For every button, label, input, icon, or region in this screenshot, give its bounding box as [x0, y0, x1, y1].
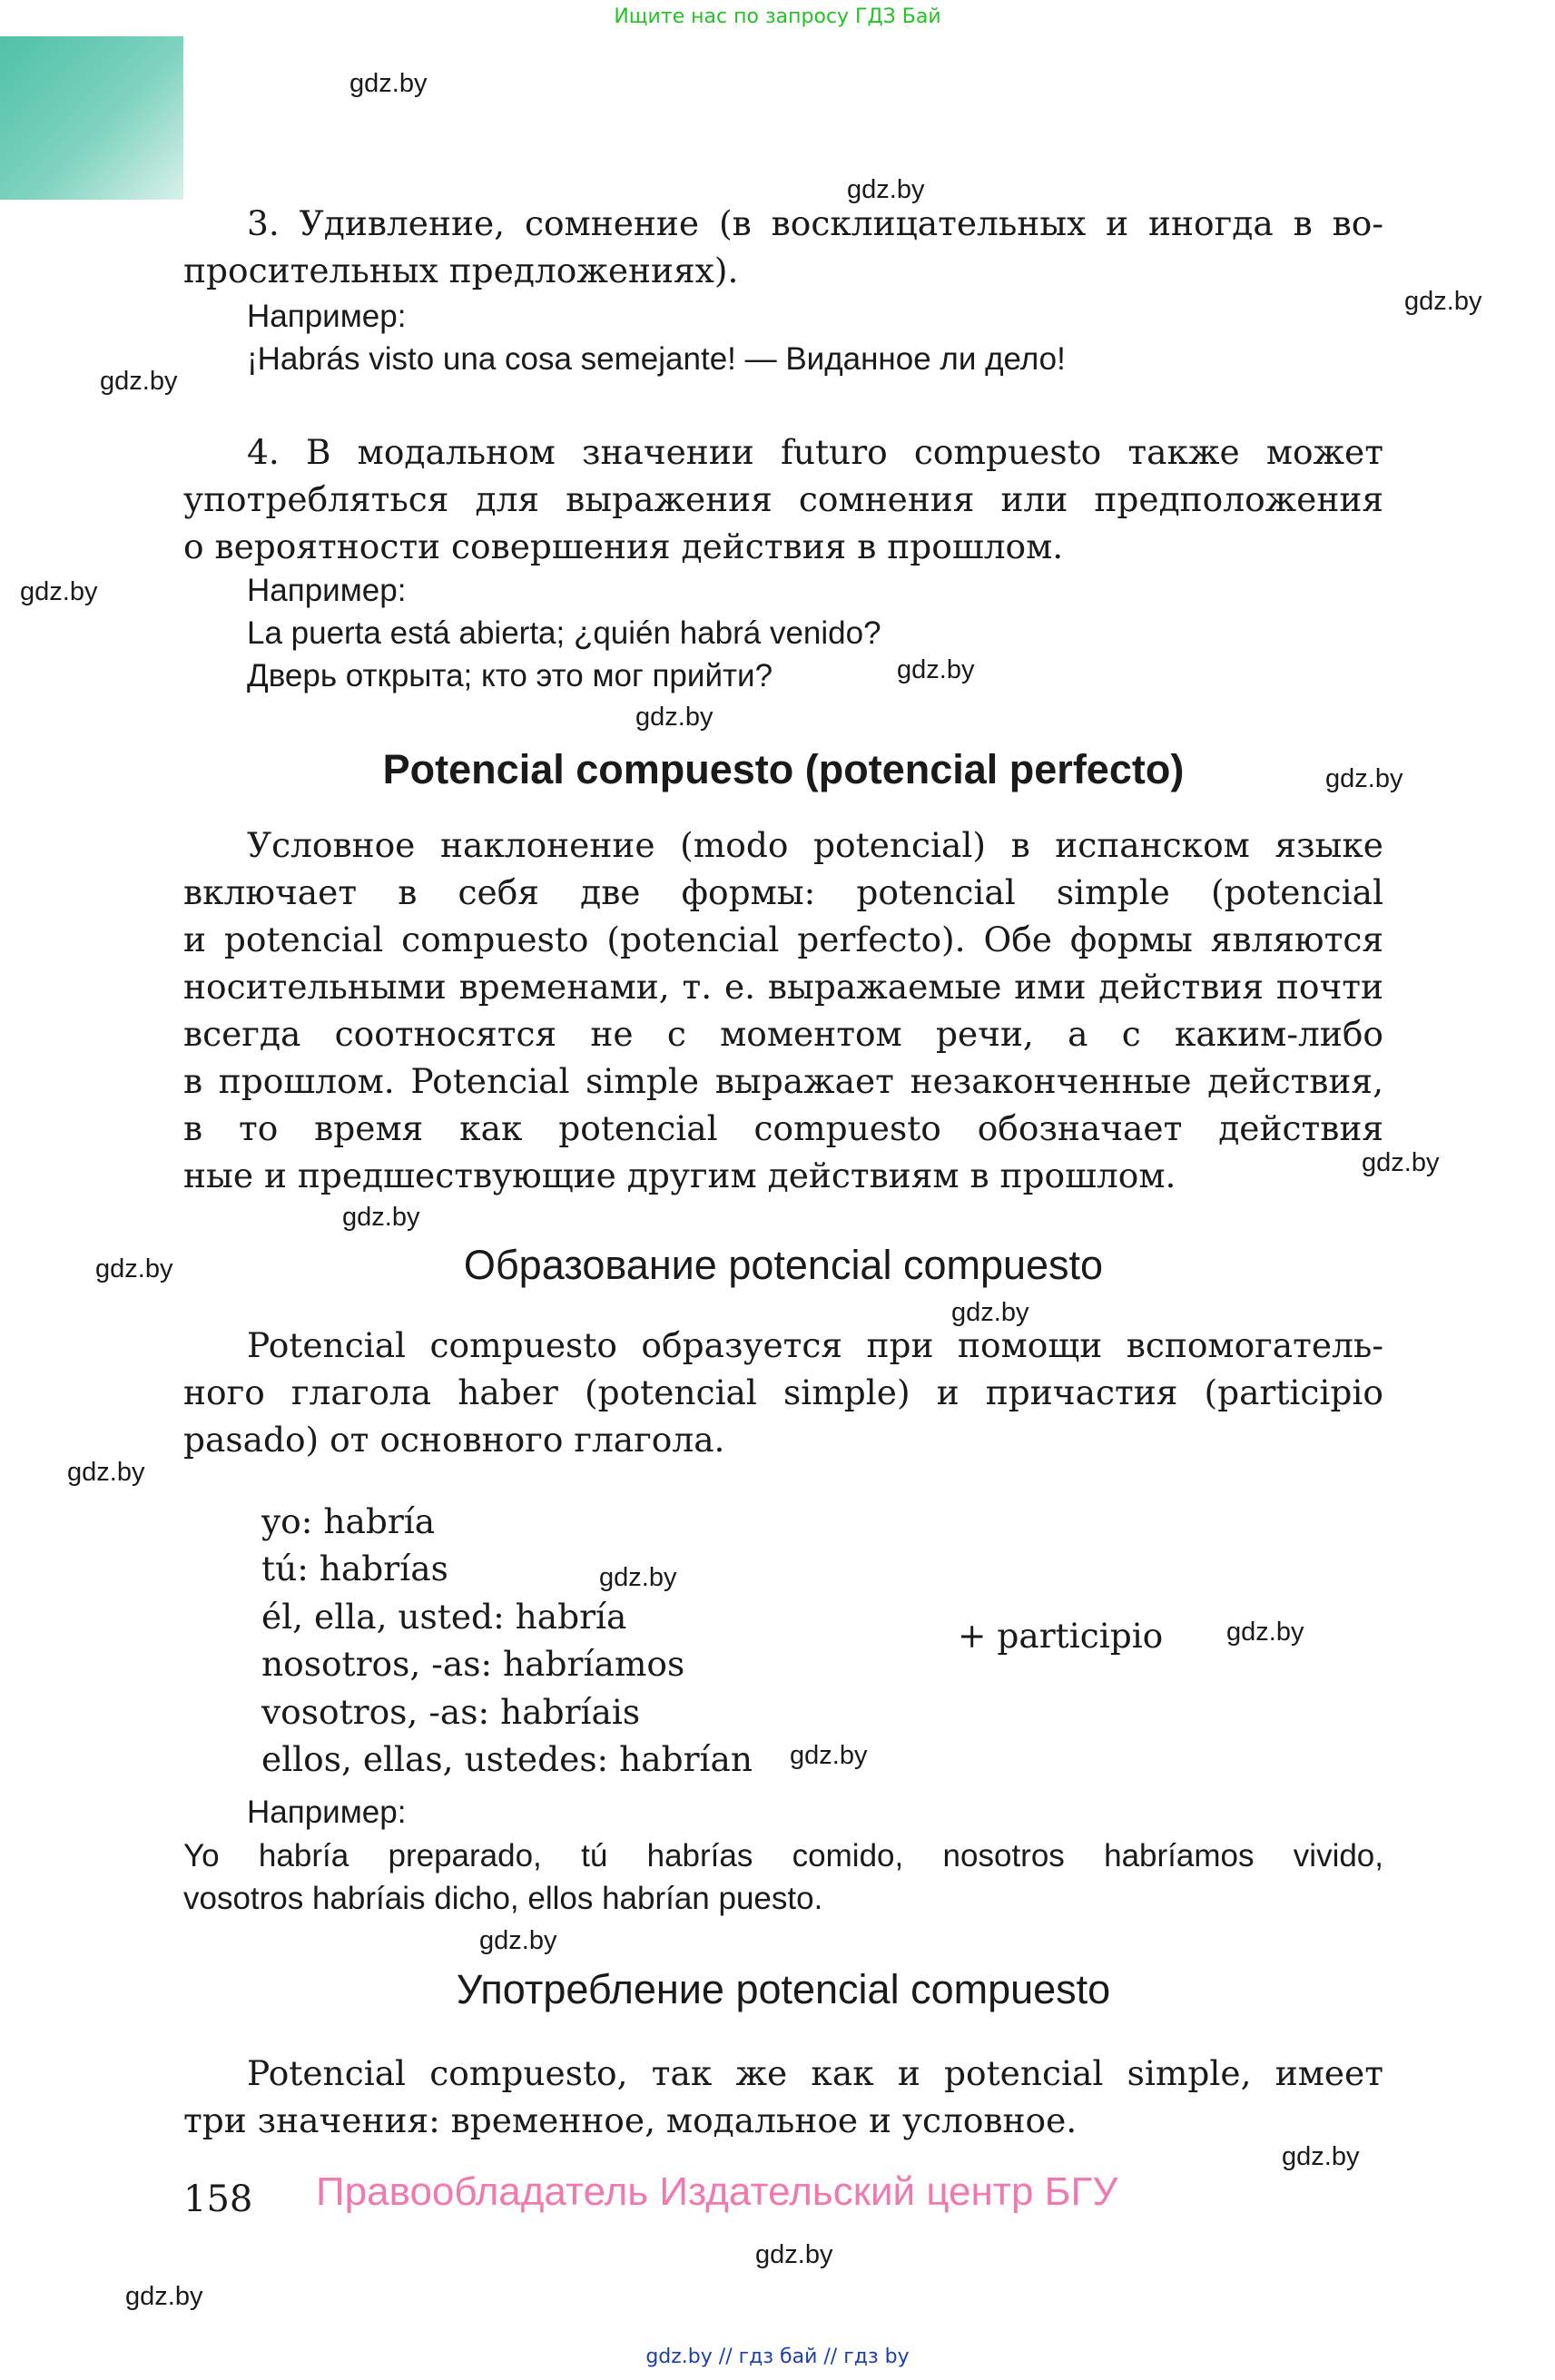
footer-links[interactable]: gdz.by // гдз бай // гдз by [645, 2346, 910, 2368]
watermark: gdz.by [20, 577, 98, 606]
section-title: Potencial compuesto (potencial perfecto) [382, 746, 1185, 792]
intro-line: и potencial compuesto (potencial perfecto). Обе формы являются [183, 920, 1383, 959]
conjugation-row: tú: habrías [261, 1549, 448, 1588]
copyright-notice: Правообладатель Издательский центр БГУ [316, 2169, 1118, 2214]
watermark: gdz.by [897, 655, 975, 684]
watermark: gdz.by [1282, 2142, 1360, 2171]
intro-line: всегда соотносятся не с моментом речи, а с каким-либо [183, 1014, 1383, 1054]
watermark: gdz.by [349, 69, 428, 98]
formation-line: ного глагола haber (potencial simple) и причастия (participio [183, 1372, 1383, 1412]
usage-line: три значения: временное, модальное и условное. [183, 2100, 1078, 2140]
point3-line: 3. Удивление, сомнение (в восклицательных и иногда в во- [247, 203, 1383, 243]
watermark: gdz.by [479, 1926, 557, 1955]
intro-line: в то время как potencial compuesto обозначает действия [183, 1108, 1383, 1148]
watermark: gdz.by [342, 1203, 420, 1232]
watermark: gdz.by [1226, 1618, 1304, 1647]
watermark: gdz.by [125, 2282, 203, 2311]
point4-line: 4. В модальном значении futuro compuesto также может [247, 432, 1383, 472]
watermark: gdz.by [67, 1458, 145, 1487]
example-label: Например: [247, 299, 407, 334]
intro-line: носительными временами, т. е. выражаемые ими действия почти [183, 967, 1383, 1007]
usage-line: Potencial compuesto, так же как и potencial simple, имеет [247, 2053, 1383, 2093]
example-label: Например: [247, 1795, 407, 1830]
conjugation-row: él, ella, usted: habría [261, 1597, 627, 1637]
conjugation-row: vosotros, -as: habríais [261, 1692, 641, 1732]
example-text: Дверь открыта; кто это мог прийти? [247, 658, 773, 693]
intro-line: включает в себя две формы: potencial simple (potencial [183, 872, 1383, 912]
watermark: gdz.by [1362, 1148, 1440, 1177]
participio-label: + participio [958, 1616, 1164, 1656]
top-banner[interactable]: Ищите нас по запросу ГДЗ Бай [614, 5, 941, 28]
usage-title: Употребление potencial compuesto [456, 1966, 1111, 2012]
intro-line: в прошлом. Potencial simple выражает незаконченные действия, [183, 1061, 1383, 1101]
conjugation-row: ellos, ellas, ustedes: habrían [261, 1739, 753, 1779]
watermark: gdz.by [1404, 287, 1482, 316]
intro-line: Условное наклонение (modo potencial) в испанском языке [247, 825, 1383, 865]
point4-line: о вероятности совершения действия в прошлом. [183, 526, 1064, 566]
formation-title: Образование potencial compuesto [463, 1242, 1104, 1288]
example-text: La puerta está abierta; ¿quién habrá venido? [247, 615, 881, 651]
watermark: gdz.by [755, 2240, 833, 2269]
example-text: Yo habría preparado, tú habrías comido, nosotros habríamos vivido, [183, 1838, 1383, 1874]
example-label: Например: [247, 573, 407, 608]
watermark: gdz.by [1325, 764, 1403, 793]
watermark: gdz.by [847, 175, 925, 204]
watermark: gdz.by [599, 1563, 677, 1592]
example-text: vosotros habríais dicho, ellos habrían puesto. [183, 1881, 823, 1916]
watermark: gdz.by [100, 367, 178, 396]
formation-line: Potencial compuesto образуется при помощи вспомогатель- [247, 1325, 1383, 1365]
intro-line: ные и предшествующие другим действиям в прошлом. [183, 1156, 1176, 1195]
watermark: gdz.by [790, 1741, 868, 1770]
formation-line: pasado) от основного глагола. [183, 1420, 725, 1460]
point4-line: употребляться для выражения сомнения или предположения [183, 479, 1383, 519]
example-text: ¡Habrás visto una cosa semejante! — Виданное ли дело! [247, 341, 1066, 377]
conjugation-row: yo: habría [261, 1501, 436, 1541]
point3-line: просительных предложениях). [183, 251, 739, 290]
conjugation-row: nosotros, -as: habríamos [261, 1644, 685, 1684]
watermark: gdz.by [95, 1254, 173, 1283]
page-number: 158 [183, 2178, 253, 2220]
watermark: gdz.by [951, 1298, 1029, 1327]
watermark: gdz.by [635, 703, 714, 732]
corner-decoration [0, 36, 183, 200]
